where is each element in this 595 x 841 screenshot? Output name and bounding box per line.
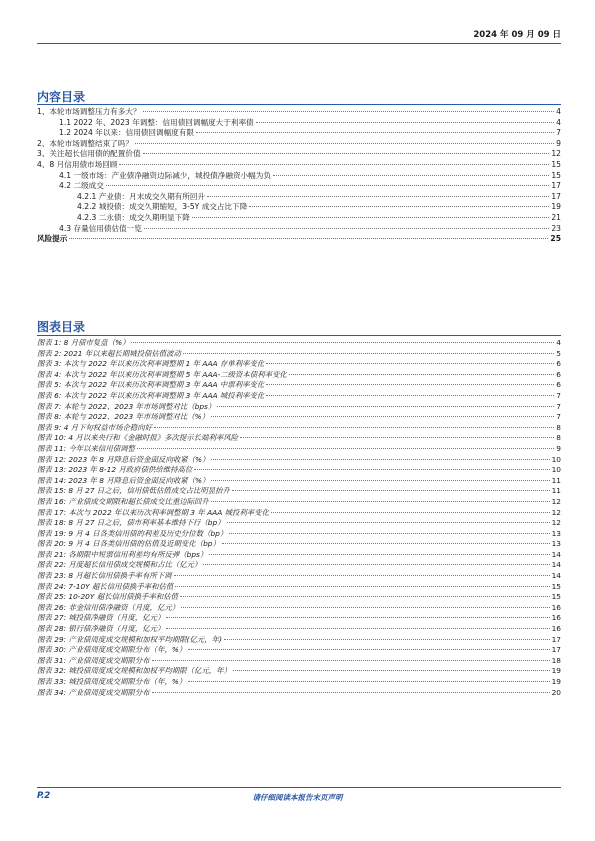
leader-dots <box>154 427 554 428</box>
figure-entry[interactable] <box>37 433 561 444</box>
toc-entry-page: 19 <box>551 202 561 212</box>
figure-entry[interactable] <box>37 349 561 360</box>
toc-entry-page: 15 <box>551 170 561 180</box>
toc-entry[interactable] <box>37 107 561 118</box>
figure-entry[interactable] <box>37 391 561 402</box>
figure-entry-page: 18 <box>551 655 561 665</box>
toc-entry-label: 4.2 二级成交 <box>59 181 104 191</box>
leader-dots <box>69 238 548 239</box>
leader-dots <box>217 406 554 407</box>
figure-entry-label: 图表 13: 2023 年 8-12 月政府债供给维持高位 <box>37 465 193 475</box>
toc-entry-page: 25 <box>550 234 561 244</box>
figure-entry[interactable] <box>37 412 561 423</box>
figure-entry-label: 图表 26: 非金信用债净融资（月度，亿元） <box>37 602 180 612</box>
leader-dots <box>256 122 555 123</box>
leader-dots <box>271 512 550 513</box>
disclaimer-note: 请仔细阅读本报告末页声明 <box>252 793 343 802</box>
toc-entry-label: 4.2.3 二永债：成交久期明显下降 <box>77 212 190 222</box>
figure-entry[interactable] <box>37 613 561 624</box>
figure-entry[interactable] <box>37 444 561 455</box>
figures-list <box>37 338 561 698</box>
figure-entry[interactable] <box>37 645 561 656</box>
toc-entry[interactable] <box>37 202 561 213</box>
figure-entry[interactable] <box>37 635 561 646</box>
toc-entry-label: 4、8 月信用债市场回顾 <box>37 159 118 169</box>
figure-entry-page: 12 <box>551 507 561 517</box>
toc-entry-page: 15 <box>551 159 561 169</box>
leader-dots <box>175 586 549 587</box>
footer-divider <box>37 787 561 788</box>
figure-entry-label: 图表 7: 本轮与 2022、2023 年市场调整对比（bps） <box>37 401 216 411</box>
figure-entry[interactable] <box>37 603 561 614</box>
leader-dots <box>273 175 549 176</box>
figure-entry-page: 17 <box>551 645 561 655</box>
toc-entry-page: 4 <box>556 107 561 116</box>
toc-entry-label: 4.2.2 城投债：成交久期缩短，3-5Y 成交占比下降 <box>77 202 248 212</box>
leader-dots <box>152 692 550 693</box>
figure-entry-label: 图表 8: 本轮与 2022、2023 年市场调整对比（%） <box>37 412 210 422</box>
figure-entry[interactable] <box>37 359 561 370</box>
figure-entry-label: 图表 20: 9 月 4 日各类信用债的估值及近期变化（bp） <box>37 539 220 549</box>
figure-entry-label: 图表 33: 城投债周度成交期限分布（年，%） <box>37 677 187 686</box>
toc-entry-page: 23 <box>551 223 561 233</box>
figure-entry-page: 6 <box>556 369 561 379</box>
figure-entry-page: 14 <box>551 571 561 581</box>
figure-entry-page: 7 <box>556 390 561 400</box>
figure-entry[interactable] <box>37 465 561 476</box>
figure-entry-label: 图表 2: 2021 年以来超长期城投债估值波动 <box>37 348 181 358</box>
figure-entry-label: 图表 19: 9 月 4 日各类信用债的利差及历史分位数（bp） <box>37 528 228 538</box>
figure-entry-label: 图表 15: 8 月 27 日之后，信用债低估值成交占比明显抬升 <box>37 486 230 496</box>
leader-dots <box>106 185 549 186</box>
figure-entry[interactable] <box>37 423 561 434</box>
figure-entry[interactable] <box>37 592 561 603</box>
leader-dots <box>203 564 549 565</box>
figure-entry[interactable] <box>37 539 561 550</box>
leader-dots <box>211 480 549 481</box>
leader-dots <box>131 342 554 343</box>
toc-entry[interactable] <box>37 213 561 224</box>
figure-entry[interactable] <box>37 529 561 540</box>
toc-entry[interactable] <box>37 128 561 139</box>
leader-dots <box>192 217 549 218</box>
figure-entry[interactable] <box>37 402 561 413</box>
figure-entry[interactable] <box>37 571 561 582</box>
toc-entry-page: 21 <box>551 212 561 222</box>
figure-entry-page: 8 <box>556 422 561 432</box>
figure-entry[interactable] <box>37 455 561 466</box>
figure-entry[interactable] <box>37 476 561 487</box>
figure-entry[interactable] <box>37 624 561 635</box>
toc-entry[interactable] <box>37 149 561 160</box>
figure-entry-label: 图表 12: 2023 年 8 月降息后资金面反向收紧（%） <box>37 454 210 464</box>
toc-entry[interactable] <box>37 118 561 129</box>
figure-entry-page: 7 <box>556 412 561 422</box>
leader-dots <box>180 596 550 597</box>
leader-dots <box>188 681 549 682</box>
figure-entry[interactable] <box>37 486 561 497</box>
figure-entry-label: 图表 27: 城投债净融资（月度，亿元） <box>37 613 165 623</box>
leader-dots <box>229 533 549 534</box>
toc-entry-label: 4.3 存量信用债估值一览 <box>59 223 142 233</box>
figure-entry-label: 图表 10: 4 月以来央行和《金融时报》多次提示长端利率风险 <box>37 433 239 443</box>
leader-dots <box>266 363 554 364</box>
figure-entry-page: 19 <box>551 666 561 676</box>
toc-entry[interactable] <box>37 224 561 235</box>
figures-divider <box>37 335 561 336</box>
toc-entry[interactable] <box>37 181 561 192</box>
toc-entry-page: 12 <box>551 149 561 159</box>
figure-entry[interactable] <box>37 508 561 519</box>
figure-entry[interactable] <box>37 582 561 593</box>
figure-entry-label: 图表 17: 本次与 2022 年以来历次利率调整期 3 年 AAA 城投利率变化 <box>37 507 269 517</box>
figure-entry-label: 图表 14: 2023 年 8 月降息后资金面反向收紧（%） <box>37 475 210 485</box>
figure-entry-page: 15 <box>551 592 561 602</box>
figure-entry[interactable] <box>37 688 561 699</box>
figures-title: 图表目录 <box>37 320 86 334</box>
leader-dots <box>166 617 549 618</box>
leader-dots <box>174 575 550 576</box>
toc-entry-label: 4.2.1 产业债：月末成交久期有所回升 <box>77 191 206 201</box>
report-date: 2024 年 09 月 09 日 <box>473 30 561 40</box>
leader-dots <box>181 607 549 608</box>
leader-dots <box>233 670 550 671</box>
toc-entry-page: 4 <box>556 117 561 127</box>
leader-dots <box>266 384 554 385</box>
leader-dots <box>135 143 554 144</box>
leader-dots <box>166 628 549 629</box>
toc-entry-page: 17 <box>551 181 561 191</box>
figure-entry-page: 4 <box>556 338 561 347</box>
figure-entry-label: 图表 30: 产业债周度成交期限分布（年，%） <box>37 645 187 655</box>
figure-entry-page: 14 <box>551 549 561 559</box>
figure-entry-page: 8 <box>556 433 561 443</box>
leader-dots <box>211 416 554 417</box>
figure-entry-page: 10 <box>551 465 561 475</box>
leader-dots <box>211 501 550 502</box>
leader-dots <box>194 469 549 470</box>
figure-entry-label: 图表 34: 产业债周度成交期限分布 <box>37 687 150 697</box>
toc-entry[interactable] <box>37 171 561 182</box>
toc-list <box>37 107 561 245</box>
toc-entry[interactable] <box>37 192 561 203</box>
figure-entry-page: 6 <box>556 380 561 390</box>
leader-dots <box>222 543 550 544</box>
leader-dots <box>249 206 549 207</box>
leader-dots <box>211 459 549 460</box>
toc-entry-label: 风险提示 <box>37 234 68 244</box>
leader-dots <box>143 111 555 112</box>
leader-dots <box>137 448 554 449</box>
figure-entry[interactable] <box>37 550 561 561</box>
figure-entry-label: 图表 18: 8 月 27 日之后，债市利率基本维持下行（bp） <box>37 518 225 528</box>
figure-entry-page: 20 <box>551 687 561 697</box>
figure-entry-label: 图表 16: 产业债成交期限和超长债成交比重边际回升 <box>37 496 209 506</box>
figure-entry-label: 图表 5: 本次与 2022 年以来历次利率调整期 3 年 AAA 中票利率变化 <box>37 380 265 390</box>
figure-entry[interactable] <box>37 560 561 571</box>
figure-entry-label: 图表 23: 8 月超长信用债换手率有所下调 <box>37 571 172 581</box>
leader-dots <box>119 164 549 165</box>
figure-entry-label: 图表 25: 10-20Y 超长信用债换手率和估值 <box>37 592 179 602</box>
figure-entry[interactable] <box>37 656 561 667</box>
figure-entry-label: 图表 9: 4 月下旬权益市场企稳向好 <box>37 422 153 432</box>
leader-dots <box>227 522 550 523</box>
figure-entry-label: 图表 28: 银行债净融资（月度，亿元） <box>37 624 165 634</box>
header-divider <box>37 43 561 44</box>
toc-entry-label: 1、本轮市场调整压力有多大？ <box>37 107 141 116</box>
figure-entry-label: 图表 4: 本次与 2022 年以来历次利率调整期 5 年 AAA-二级资本债利率变化 <box>37 369 287 379</box>
leader-dots <box>188 649 549 650</box>
leader-dots <box>144 228 549 229</box>
figure-entry[interactable] <box>37 380 561 391</box>
leader-dots <box>143 153 550 154</box>
figure-entry-page: 13 <box>551 539 561 549</box>
toc-entry-label: 2、本轮市场调整结束了吗？ <box>37 138 133 148</box>
figure-entry-page: 16 <box>551 613 561 623</box>
toc-title: 内容目录 <box>37 90 86 104</box>
figure-entry-page: 7 <box>556 401 561 411</box>
figure-entry-page: 11 <box>551 475 561 485</box>
figure-entry-label: 图表 21: 各期限中短票信用利差均有所反弹（bps） <box>37 549 208 559</box>
figure-entry-page: 16 <box>551 602 561 612</box>
leader-dots <box>209 554 549 555</box>
toc-entry-page: 7 <box>556 128 561 138</box>
toc-entry-label: 1.2 2024 年以来：信用债回调幅度有限 <box>59 128 194 138</box>
figure-entry-page: 13 <box>551 528 561 538</box>
toc-entry-label: 4.1 一级市场：产业债净融资边际减少，城投债净融资小幅为负 <box>59 170 271 180</box>
figure-entry-page: 6 <box>556 359 561 369</box>
figure-entry-page: 12 <box>551 518 561 528</box>
leader-dots <box>232 490 550 491</box>
figure-entry[interactable] <box>37 497 561 508</box>
figure-entry-label: 图表 32: 城投债周度成交规模和加权平均期限（亿元，年） <box>37 666 231 676</box>
figure-entry-label: 图表 1: 8 月债市复盘（%） <box>37 338 130 347</box>
figure-entry-page: 5 <box>556 348 561 358</box>
figure-entry[interactable] <box>37 338 561 349</box>
toc-entry-label: 3、关注超长信用债的配置价值 <box>37 149 141 159</box>
figure-entry-label: 图表 11: 今年以来信用债调整 <box>37 443 135 453</box>
figure-entry-page: 10 <box>551 454 561 464</box>
toc-entry[interactable] <box>37 234 561 245</box>
leader-dots <box>240 437 554 438</box>
toc-divider <box>37 104 561 105</box>
figure-entry-label: 图表 22: 月度超长信用债成交规模和占比（亿元） <box>37 560 202 570</box>
page-number: P.2 <box>37 791 51 801</box>
leader-dots <box>207 196 549 197</box>
figure-entry-page: 19 <box>551 677 561 686</box>
toc-entry-label: 1.1 2022 年、2023 年调整：信用债回调幅度大于利率债 <box>59 117 254 127</box>
figure-entry-label: 图表 29: 产业债周度成交规模和加权平均期限(亿元，年) <box>37 634 222 644</box>
leader-dots <box>224 639 550 640</box>
figure-entry-page: 17 <box>551 634 561 644</box>
figure-entry-page: 14 <box>551 560 561 570</box>
figure-entry-page: 16 <box>551 624 561 634</box>
toc-entry[interactable] <box>37 160 561 171</box>
figure-entry-label: 图表 3: 本次与 2022 年以来历次利率调整期 1 年 AAA 存单利率变化 <box>37 359 265 369</box>
leader-dots <box>289 374 555 375</box>
toc-entry-page: 17 <box>551 191 561 201</box>
toc-entry[interactable] <box>37 139 561 150</box>
figure-entry[interactable] <box>37 518 561 529</box>
figure-entry-page: 9 <box>556 443 561 453</box>
leader-dots <box>152 660 550 661</box>
figure-entry-label: 图表 6: 本次与 2022 年以来历次利率调整期 3 年 AAA 城投利率变化 <box>37 390 265 400</box>
figure-entry[interactable] <box>37 666 561 677</box>
figure-entry-label: 图表 31: 产业债周度成交期限分布 <box>37 655 150 665</box>
figure-entry-page: 11 <box>551 486 561 496</box>
figure-entry-label: 图表 24: 7-10Y 超长信用债换手率和估值 <box>37 581 174 591</box>
figure-entry-page: 12 <box>551 496 561 506</box>
toc-entry-page: 9 <box>556 138 561 148</box>
leader-dots <box>196 132 554 133</box>
figure-entry[interactable] <box>37 370 561 381</box>
figure-entry-page: 15 <box>551 581 561 591</box>
leader-dots <box>183 353 554 354</box>
leader-dots <box>266 395 554 396</box>
figure-entry[interactable] <box>37 677 561 688</box>
